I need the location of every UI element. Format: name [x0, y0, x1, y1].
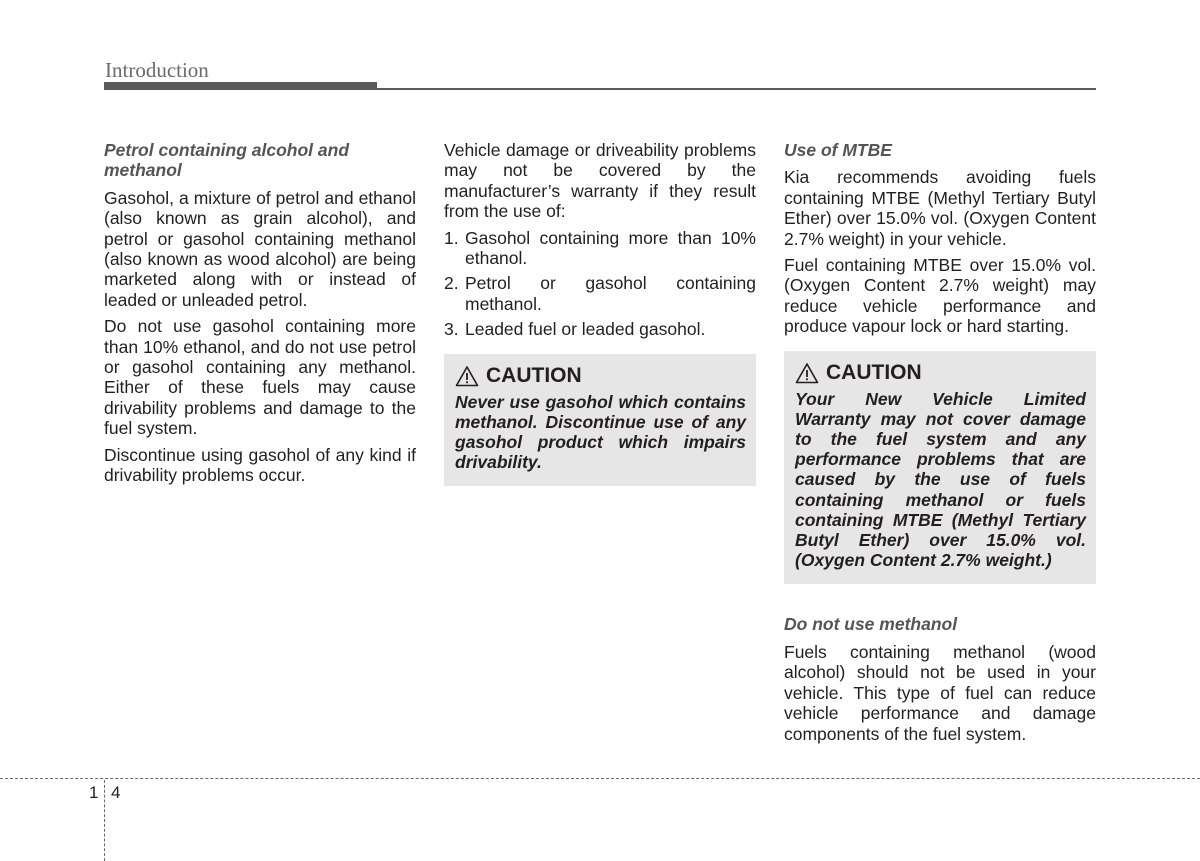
- paragraph: Vehicle damage or driveability problems may not be covered by the manufacturer’s warranty if they result from the use of:: [444, 140, 756, 222]
- list-item: [444, 273, 756, 314]
- page-number: 4: [111, 783, 121, 802]
- header-rule-thin: [377, 88, 1096, 90]
- section-title: Introduction: [105, 58, 209, 82]
- list-number: 2.: [444, 273, 459, 294]
- paragraph: Discontinue using gasohol of any kind if drivability problems occur.: [104, 444, 416, 486]
- column-1: [104, 140, 416, 492]
- fuel-list: [444, 228, 756, 340]
- caution-title: CAUTION: [486, 363, 582, 387]
- list-text: Petrol or gasohol containing methanol.: [465, 273, 756, 314]
- petrol-alcohol-heading: Petrol containing alcohol and methanol: [104, 140, 350, 181]
- paragraph: Fuels containing methanol (wood alcohol) should not be used in your vehicle. This type of fuel can reduce vehicle performance and damage components of the fuel system.: [784, 641, 1096, 744]
- mtbe-heading: Use of MTBE: [784, 140, 892, 160]
- footer-rule: [0, 778, 1200, 779]
- warning-triangle-icon: [455, 365, 479, 387]
- list-text: Gasohol containing more than 10% ethanol.: [465, 227, 756, 269]
- methanol-heading: Do not use methanol: [784, 614, 958, 635]
- list-item: [444, 319, 756, 339]
- paragraph: Kia recommends avoiding fuels containing MTBE (Methyl Tertiary Butyl Ether) over 15.0% vol. (Oxygen Content 2.7% weight) in your vehicle.: [784, 167, 1096, 249]
- footer-divider: [104, 780, 105, 861]
- caution-header: [455, 364, 746, 388]
- caution-title: CAUTION: [826, 360, 922, 384]
- column-2: [444, 140, 756, 486]
- list-text: Leaded fuel or leaded gasohol.: [465, 319, 706, 340]
- caution-box: [784, 351, 1096, 585]
- column-3: [784, 140, 1096, 750]
- paragraph: Fuel containing MTBE over 15.0% vol. (Oxygen Content 2.7% weight) may reduce vehicle performance and produce vapour lock or hard starting.: [784, 255, 1096, 337]
- caution-box: [444, 354, 756, 487]
- caution-header: [795, 361, 1086, 385]
- warning-triangle-icon: [795, 362, 819, 384]
- chapter-number: 1: [89, 783, 99, 802]
- header-rule-thick: [104, 82, 377, 90]
- paragraph: Gasohol, a mixture of petrol and ethanol (also known as grain alcohol), and petrol or gasohol containing methanol (also known as wood alcohol) are being marketed along with or instead of leaded or unleaded petrol.: [104, 187, 416, 310]
- list-number: 1.: [444, 227, 459, 248]
- caution-text: Your New Vehicle Limited Warranty may not cover damage to the fuel system and any performance problems that are caused by the use of fuels containing methanol or fuels containing MTBE (Methyl Tertiary Butyl Ether) over 15.0% vol. (Oxygen Content 2.7% weight.): [795, 388, 1086, 571]
- caution-text: Never use gasohol which contains methanol. Discontinue use of any gasohol product which impairs drivability.: [455, 391, 746, 473]
- paragraph: Do not use gasohol containing more than 10% ethanol, and do not use petrol or gasohol containing any methanol. Either of these fuels may cause drivability problems and damage to the fuel system.: [104, 316, 416, 439]
- list-number: 3.: [444, 319, 459, 340]
- list-item: [444, 228, 756, 269]
